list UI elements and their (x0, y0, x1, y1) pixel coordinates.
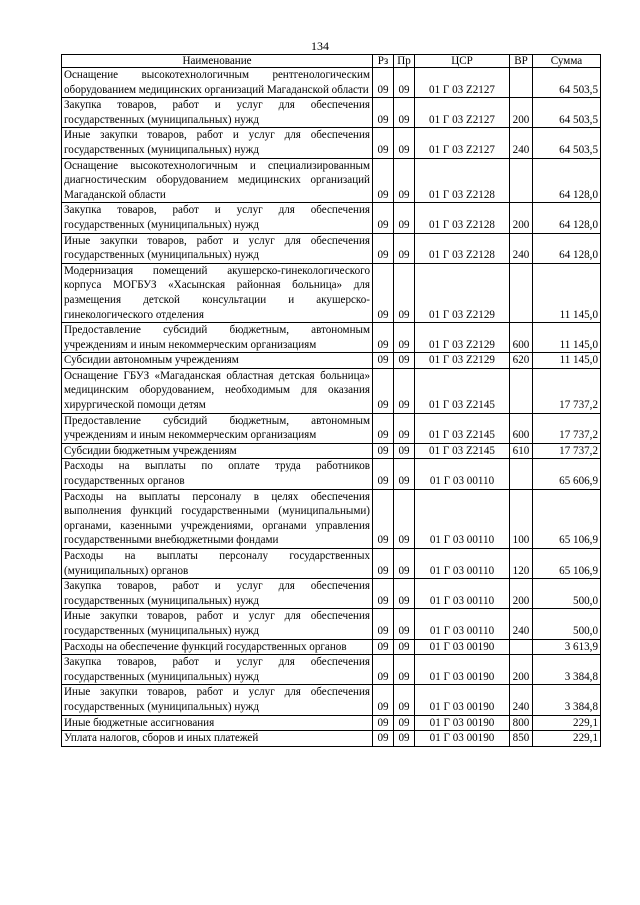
table-row (62, 263, 601, 322)
table-row (62, 353, 601, 369)
table-row (62, 443, 601, 459)
cell-pr: 09 (394, 128, 415, 158)
cell-csr: 01 Г 03 00190 (415, 639, 510, 655)
cell-vr (510, 639, 533, 655)
cell-rz: 09 (373, 489, 394, 548)
cell-csr: 01 Г 03 Z2127 (415, 98, 510, 128)
cell-csr: 01 Г 03 Z2127 (415, 128, 510, 158)
cell-rz: 09 (373, 639, 394, 655)
cell-name: Расходы на выплаты персоналу государственных (муниципальных) органов (62, 549, 373, 579)
cell-pr: 09 (394, 639, 415, 655)
table-row (62, 233, 601, 263)
table-row (62, 549, 601, 579)
cell-rz: 09 (373, 655, 394, 685)
cell-csr: 01 Г 03 Z2127 (415, 68, 510, 98)
cell-name: Иные закупки товаров, работ и услуг для обеспечения государственных (муниципальных) нужд (62, 609, 373, 639)
cell-pr: 09 (394, 579, 415, 609)
cell-pr: 09 (394, 655, 415, 685)
cell-name: Закупка товаров, работ и услуг для обеспечения государственных (муниципальных) нужд (62, 203, 373, 233)
cell-csr: 01 Г 03 Z2129 (415, 263, 510, 322)
cell-sum: 500,0 (533, 609, 601, 639)
cell-vr: 240 (510, 685, 533, 715)
cell-pr: 09 (394, 98, 415, 128)
cell-sum: 17 737,2 (533, 368, 601, 413)
cell-csr: 01 Г 03 Z2129 (415, 353, 510, 369)
cell-sum: 64 128,0 (533, 203, 601, 233)
cell-csr: 01 Г 03 00110 (415, 549, 510, 579)
table-row (62, 609, 601, 639)
table-row (62, 579, 601, 609)
cell-rz: 09 (373, 609, 394, 639)
cell-pr: 09 (394, 323, 415, 353)
cell-name: Оснащение высокотехнологичным рентгенологическим оборудованием медицинских организаций Магаданской области (62, 68, 373, 98)
budget-table (61, 54, 601, 747)
cell-sum: 500,0 (533, 579, 601, 609)
cell-vr: 200 (510, 203, 533, 233)
cell-sum: 3 384,8 (533, 655, 601, 685)
cell-pr: 09 (394, 233, 415, 263)
cell-sum: 64 128,0 (533, 233, 601, 263)
cell-sum: 64 128,0 (533, 158, 601, 203)
table-row (62, 68, 601, 98)
table-row (62, 128, 601, 158)
cell-vr: 200 (510, 98, 533, 128)
cell-rz: 09 (373, 715, 394, 731)
cell-name: Субсидии бюджетным учреждениям (62, 443, 373, 459)
page-number: 134 (311, 39, 329, 53)
cell-vr: 800 (510, 715, 533, 731)
cell-pr: 09 (394, 715, 415, 731)
cell-pr: 09 (394, 549, 415, 579)
cell-rz: 09 (373, 158, 394, 203)
cell-sum: 3 384,8 (533, 685, 601, 715)
cell-rz: 09 (373, 68, 394, 98)
cell-name: Закупка товаров, работ и услуг для обеспечения государственных (муниципальных) нужд (62, 655, 373, 685)
cell-rz: 09 (373, 685, 394, 715)
cell-name: Оснащение ГБУЗ «Магаданская областная детская больница» медицинским оборудованием, необходимым для оказания хирургической помощи детям (62, 368, 373, 413)
cell-name: Уплата налогов, сборов и иных платежей (62, 731, 373, 747)
cell-csr: 01 Г 03 00190 (415, 715, 510, 731)
cell-vr (510, 368, 533, 413)
cell-rz: 09 (373, 413, 394, 443)
cell-csr: 01 Г 03 00190 (415, 685, 510, 715)
cell-rz: 09 (373, 443, 394, 459)
cell-csr: 01 Г 03 Z2128 (415, 233, 510, 263)
cell-rz: 09 (373, 353, 394, 369)
cell-csr: 01 Г 03 00110 (415, 579, 510, 609)
cell-vr: 600 (510, 413, 533, 443)
cell-rz: 09 (373, 323, 394, 353)
cell-csr: 01 Г 03 Z2128 (415, 158, 510, 203)
cell-name: Иные закупки товаров, работ и услуг для обеспечения государственных (муниципальных) нужд (62, 685, 373, 715)
cell-csr: 01 Г 03 00190 (415, 655, 510, 685)
cell-vr (510, 158, 533, 203)
cell-name: Расходы на выплаты по оплате труда работников государственных органов (62, 459, 373, 489)
cell-sum: 11 145,0 (533, 323, 601, 353)
cell-csr: 01 Г 03 Z2145 (415, 413, 510, 443)
cell-rz: 09 (373, 731, 394, 747)
table-row (62, 413, 601, 443)
table-row (62, 731, 601, 747)
cell-pr: 09 (394, 368, 415, 413)
cell-vr: 620 (510, 353, 533, 369)
table-body (62, 68, 601, 747)
cell-sum: 17 737,2 (533, 413, 601, 443)
table-row (62, 489, 601, 548)
header-sum: Сумма (533, 55, 601, 68)
cell-name: Иные закупки товаров, работ и услуг для обеспечения государственных (муниципальных) нужд (62, 128, 373, 158)
cell-rz: 09 (373, 128, 394, 158)
cell-name: Иные закупки товаров, работ и услуг для обеспечения государственных (муниципальных) нужд (62, 233, 373, 263)
cell-csr: 01 Г 03 Z2128 (415, 203, 510, 233)
cell-csr: 01 Г 03 00110 (415, 459, 510, 489)
cell-rz: 09 (373, 233, 394, 263)
cell-csr: 01 Г 03 Z2145 (415, 443, 510, 459)
cell-name: Предоставление субсидий бюджетным, автономным учреждениям и иным некоммерческим организациям (62, 323, 373, 353)
cell-pr: 09 (394, 489, 415, 548)
table-row (62, 158, 601, 203)
cell-pr: 09 (394, 609, 415, 639)
header-vr: ВР (510, 55, 533, 68)
cell-rz: 09 (373, 368, 394, 413)
cell-vr (510, 459, 533, 489)
cell-sum: 11 145,0 (533, 353, 601, 369)
cell-vr: 240 (510, 609, 533, 639)
cell-rz: 09 (373, 263, 394, 322)
cell-vr: 600 (510, 323, 533, 353)
cell-pr: 09 (394, 413, 415, 443)
cell-sum: 65 106,9 (533, 549, 601, 579)
cell-csr: 01 Г 03 00110 (415, 489, 510, 548)
header-pr: Пр (394, 55, 415, 68)
cell-sum: 64 503,5 (533, 128, 601, 158)
table-header-row (62, 55, 601, 68)
cell-rz: 09 (373, 98, 394, 128)
header-name: Наименование (62, 55, 373, 68)
cell-vr: 240 (510, 128, 533, 158)
cell-vr: 240 (510, 233, 533, 263)
cell-pr: 09 (394, 353, 415, 369)
cell-rz: 09 (373, 459, 394, 489)
table-row (62, 639, 601, 655)
table-row (62, 368, 601, 413)
cell-csr: 01 Г 03 Z2129 (415, 323, 510, 353)
cell-pr: 09 (394, 685, 415, 715)
cell-sum: 65 606,9 (533, 459, 601, 489)
cell-sum: 3 613,9 (533, 639, 601, 655)
cell-pr: 09 (394, 203, 415, 233)
table-row (62, 655, 601, 685)
header-csr: ЦСР (415, 55, 510, 68)
cell-sum: 229,1 (533, 731, 601, 747)
table-row (62, 98, 601, 128)
cell-sum: 229,1 (533, 715, 601, 731)
cell-vr: 610 (510, 443, 533, 459)
table-row (62, 459, 601, 489)
cell-pr: 09 (394, 68, 415, 98)
cell-csr: 01 Г 03 00110 (415, 609, 510, 639)
cell-pr: 09 (394, 263, 415, 322)
cell-vr: 200 (510, 579, 533, 609)
cell-name: Оснащение высокотехнологичным и специализированным диагностическим оборудованием медицинских организаций Магаданской области (62, 158, 373, 203)
cell-vr: 100 (510, 489, 533, 548)
cell-name: Субсидии автономным учреждениям (62, 353, 373, 369)
cell-pr: 09 (394, 459, 415, 489)
cell-sum: 64 503,5 (533, 98, 601, 128)
table-row (62, 203, 601, 233)
header-rz: Рз (373, 55, 394, 68)
cell-vr (510, 68, 533, 98)
cell-sum: 11 145,0 (533, 263, 601, 322)
cell-pr: 09 (394, 731, 415, 747)
table-row (62, 715, 601, 731)
cell-name: Расходы на обеспечение функций государственных органов (62, 639, 373, 655)
cell-pr: 09 (394, 443, 415, 459)
cell-vr (510, 263, 533, 322)
cell-name: Предоставление субсидий бюджетным, автономным учреждениям и иным некоммерческим организациям (62, 413, 373, 443)
cell-vr: 120 (510, 549, 533, 579)
cell-rz: 09 (373, 203, 394, 233)
table-row (62, 323, 601, 353)
cell-name: Закупка товаров, работ и услуг для обеспечения государственных (муниципальных) нужд (62, 98, 373, 128)
cell-rz: 09 (373, 579, 394, 609)
cell-sum: 65 106,9 (533, 489, 601, 548)
cell-vr: 850 (510, 731, 533, 747)
cell-name: Закупка товаров, работ и услуг для обеспечения государственных (муниципальных) нужд (62, 579, 373, 609)
cell-csr: 01 Г 03 00190 (415, 731, 510, 747)
cell-sum: 64 503,5 (533, 68, 601, 98)
cell-csr: 01 Г 03 Z2145 (415, 368, 510, 413)
cell-name: Иные бюджетные ассигнования (62, 715, 373, 731)
cell-name: Модернизация помещений акушерско-гинекологического корпуса МОГБУЗ «Хасынская районная больница» для размещения детской консультации и акушерско-гинекологического отделения (62, 263, 373, 322)
cell-pr: 09 (394, 158, 415, 203)
cell-sum: 17 737,2 (533, 443, 601, 459)
table-row (62, 685, 601, 715)
cell-rz: 09 (373, 549, 394, 579)
cell-vr: 200 (510, 655, 533, 685)
cell-name: Расходы на выплаты персоналу в целях обеспечения выполнения функций государственными (муниципальными) органами, казенными учреждениями, органами управления государственными внебюджетными фондами (62, 489, 373, 548)
